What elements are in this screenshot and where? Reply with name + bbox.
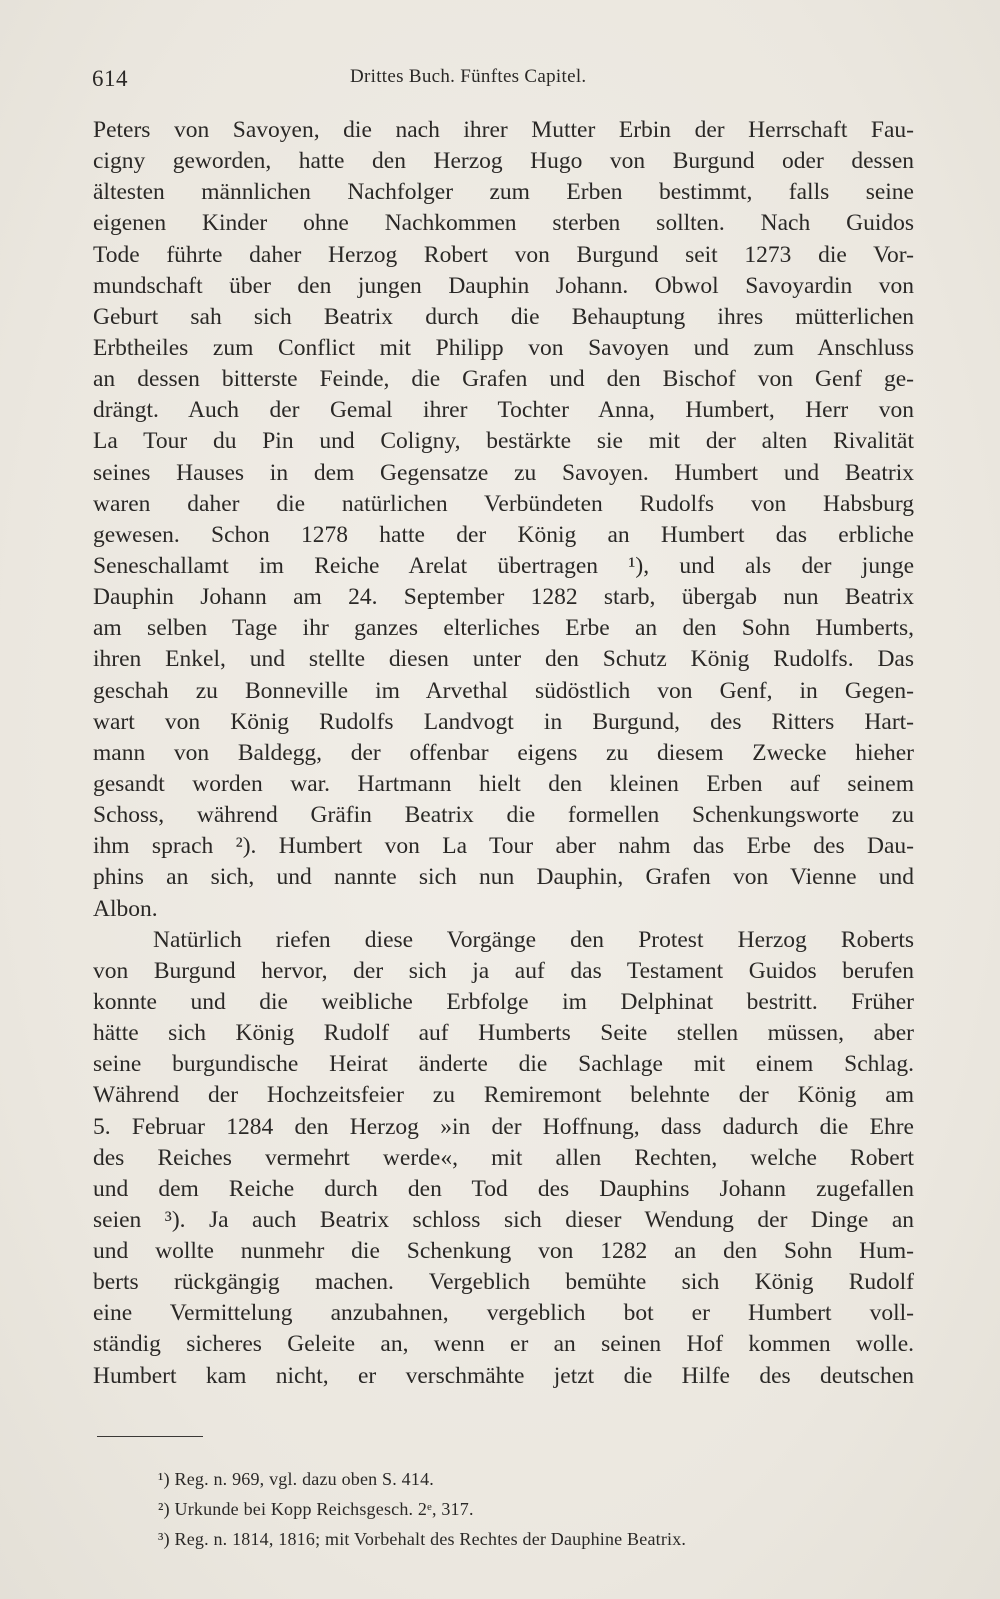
text-line: von Burgund hervor, der sich ja auf das Testament Guidos berufen bbox=[93, 957, 914, 984]
text-line: Während der Hochzeitsfeier zu Remiremont belehnte der König am bbox=[93, 1082, 914, 1109]
text-line: Seneschallamt im Reiche Arelat übertragen ¹), und als der junge bbox=[93, 552, 914, 579]
footnote: ¹) Reg. n. 969, vgl. dazu oben S. 414. bbox=[158, 1469, 434, 1489]
text-line: wart von König Rudolfs Landvogt in Burgund, des Ritters Hart- bbox=[93, 708, 914, 735]
text-line: ihm sprach ²). Humbert von La Tour aber nahm das Erbe des Dau- bbox=[93, 833, 914, 860]
footnotes bbox=[158, 1464, 898, 1554]
text-line: an dessen bitterste Feinde, die Grafen und den Bischof von Genf ge- bbox=[93, 366, 914, 393]
text-line: seine burgundische Heirat änderte die Sachlage mit einem Schlag. bbox=[93, 1051, 914, 1078]
text-line: Albon. bbox=[93, 895, 158, 922]
text-line: eine Vermittelung anzubahnen, vergeblich bot er Humbert voll- bbox=[93, 1300, 914, 1327]
text-line: gewesen. Schon 1278 hatte der König an Humbert das erbliche bbox=[93, 521, 914, 548]
text-line: eigenen Kinder ohne Nachkommen sterben sollten. Nach Guidos bbox=[93, 210, 914, 237]
text-line: Dauphin Johann am 24. September 1282 starb, übergab nun Beatrix bbox=[93, 584, 914, 611]
text-line: gesandt worden war. Hartmann hielt den kleinen Erben auf seinem bbox=[93, 770, 914, 797]
text-line: drängt. Auch der Gemal ihrer Tochter Anna, Humbert, Herr von bbox=[93, 397, 914, 424]
text-line: Geburt sah sich Beatrix durch die Behauptung ihres mütterlichen bbox=[93, 303, 914, 330]
running-title: Drittes Buch. Fünftes Capitel. bbox=[350, 66, 587, 87]
text-line: ständig sicheres Geleite an, wenn er an seinen Hof kommen wolle. bbox=[93, 1331, 914, 1358]
text-line: La Tour du Pin und Coligny, bestärkte sie mit der alten Rivalität bbox=[93, 428, 914, 455]
text-line: hätte sich König Rudolf auf Humberts Seite stellen müssen, aber bbox=[93, 1020, 914, 1047]
text-line: und wollte nunmehr die Schenkung von 1282 an den Sohn Hum- bbox=[93, 1238, 914, 1265]
text-line: und dem Reiche durch den Tod des Dauphins Johann zugefallen bbox=[93, 1175, 914, 1202]
text-line: Peters von Savoyen, die nach ihrer Mutter Erbin der Herrschaft Fau- bbox=[93, 117, 914, 143]
text-line: seien ³). Ja auch Beatrix schloss sich dieser Wendung der Dinge an bbox=[93, 1206, 914, 1233]
footnote: ³) Reg. n. 1814, 1816; mit Vorbehalt des Rechtes der Dauphine Beatrix. bbox=[158, 1529, 687, 1549]
text-line: waren daher die natürlichen Verbündeten Rudolfs von Habsburg bbox=[93, 490, 914, 517]
footnote: ²) Urkunde bei Kopp Reichsgesch. 2ᵉ, 317. bbox=[158, 1499, 474, 1519]
text-line: ältesten männlichen Nachfolger zum Erben bestimmt, falls seine bbox=[93, 179, 914, 206]
text-line: Natürlich riefen diese Vorgänge den Protest Herzog Roberts bbox=[153, 926, 914, 953]
text-line: cigny geworden, hatte den Herzog Hugo von Burgund oder dessen bbox=[93, 148, 914, 175]
text-line: des Reiches vermehrt werde«, mit allen Rechten, welche Robert bbox=[93, 1144, 914, 1171]
text-line: Tode führte daher Herzog Robert von Burgund seit 1273 die Vor- bbox=[93, 241, 914, 268]
text-line: ihren Enkel, und stellte diesen unter den Schutz König Rudolfs. Das bbox=[93, 646, 914, 673]
text-line: mundschaft über den jungen Dauphin Johann. Obwol Savoyardin von bbox=[93, 272, 914, 299]
text-line: 5. Februar 1284 den Herzog »in der Hoffnung, dass dadurch die Ehre bbox=[93, 1113, 914, 1140]
page-number: 614 bbox=[92, 66, 128, 91]
text-line: Erbtheiles zum Conflict mit Philipp von Savoyen und zum Anschluss bbox=[93, 334, 914, 361]
text-line: phins an sich, und nannte sich nun Dauphin, Grafen von Vienne und bbox=[93, 864, 914, 891]
text-line: am selben Tage ihr ganzes elterliches Erbe an den Sohn Humberts, bbox=[93, 615, 914, 642]
footnote-divider bbox=[97, 1436, 203, 1437]
text-line: konnte und die weibliche Erbfolge im Delphinat bestritt. Früher bbox=[93, 988, 914, 1015]
running-head bbox=[92, 62, 912, 92]
text-line: Schoss, während Gräfin Beatrix die formellen Schenkungsworte zu bbox=[93, 802, 914, 829]
text-line: seines Hauses in dem Gegensatze zu Savoyen. Humbert und Beatrix bbox=[93, 459, 914, 486]
text-line: Humbert kam nicht, er verschmähte jetzt die Hilfe des deutschen bbox=[93, 1362, 914, 1389]
text-line: mann von Baldegg, der offenbar eigens zu diesem Zwecke hieher bbox=[93, 739, 914, 766]
body-text bbox=[93, 115, 914, 1392]
text-line: berts rückgängig machen. Vergeblich bemühte sich König Rudolf bbox=[93, 1269, 914, 1296]
text-line: geschah zu Bonneville im Arvethal südöstlich von Genf, in Gegen- bbox=[93, 677, 914, 704]
